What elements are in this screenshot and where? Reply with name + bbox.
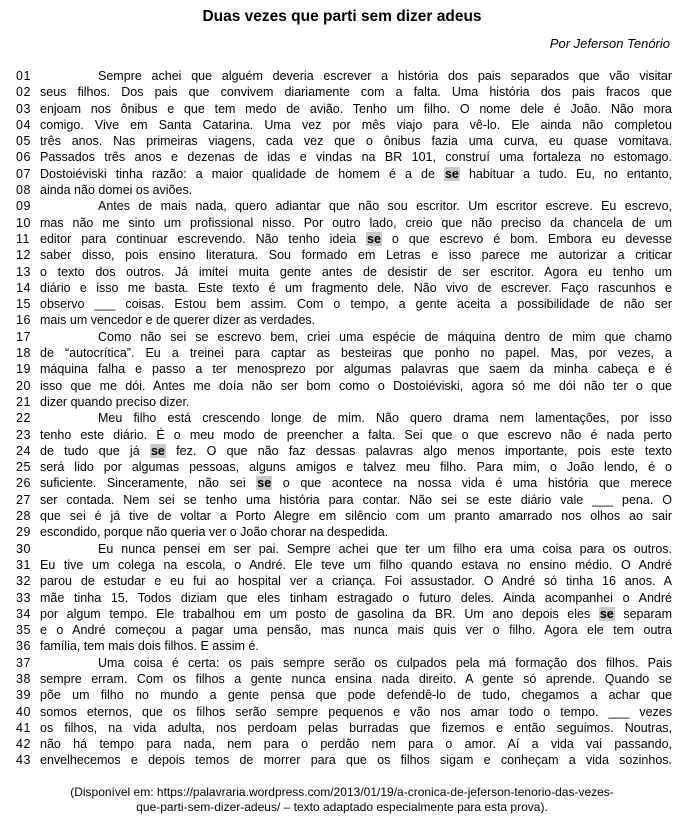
line-text: dizer quando preciso dizer. [40, 394, 190, 409]
line-text: enjoam nos ônibus e que tem medo de avião. Tenho um filho. O nome dele é João. Não mora [40, 101, 672, 116]
line-text: diário e isso me basta. Este texto é um fragmento dele. Não vivo de escrever. Faço rascunhos e [40, 280, 672, 295]
line-text: não há tempo para nada, nem para o perdão nem para o amor. Aí a vida vai passando, [40, 737, 672, 752]
line-number: 39 [16, 688, 31, 703]
text-line [0, 590, 684, 606]
line-text: observo ___ coisas. Estou bem assim. Com o tempo, a gente aceita a possibilidade de não ser [40, 297, 672, 312]
line-number: 10 [16, 215, 31, 230]
line-number: 22 [16, 411, 31, 426]
line-number: 05 [16, 134, 31, 149]
line-text: comigo. Vive em Santa Catarina. Uma vez por mês viajo para vê-lo. Ele ainda não completou [40, 117, 672, 132]
text-line [0, 166, 684, 182]
text-line [0, 508, 684, 524]
line-number: 28 [16, 509, 31, 524]
line-number: 02 [16, 85, 31, 100]
line-number: 35 [16, 623, 31, 638]
text-line [0, 296, 684, 312]
line-text: editor para continuar escrevendo. Não tenho ideia se o que escrevo é bom. Embora eu devesse [40, 231, 672, 246]
text-line [0, 638, 684, 654]
line-text: saber disso, pois ensino literatura. Sou formado em Letras e isso parece me autorizar a criticar [40, 248, 672, 263]
line-number: 27 [16, 492, 31, 507]
author-byline: Por Jeferson Tenório [549, 36, 670, 51]
line-text: Antes de mais nada, quero adiantar que não sou escritor. Um escritor escreve. Eu escrevo, [98, 199, 672, 214]
line-text: Sempre achei que alguém deveria escrever a história dos pais separados que vão visitar [98, 69, 672, 83]
line-text: Eu nunca pensei em ser pai. Sempre achei que ter um filho era uma coisa para os outros. [98, 541, 672, 556]
line-number: 29 [16, 525, 31, 540]
line-text: família, tem mais dois filhos. E assim é. [40, 639, 259, 654]
text-line [0, 720, 684, 736]
line-number: 06 [16, 150, 31, 165]
line-number: 40 [16, 704, 31, 719]
text-line [0, 606, 684, 622]
text-line [0, 475, 684, 491]
text-line [0, 68, 684, 84]
text-line [0, 117, 684, 133]
line-text: seus filhos. Dos pais que convivem diariamente com a falta. Uma história dos pais fracos que [40, 85, 672, 100]
line-number: 38 [16, 671, 31, 686]
line-number: 03 [16, 101, 31, 116]
text-line [0, 280, 684, 296]
line-number: 09 [16, 199, 31, 214]
line-number: 23 [16, 427, 31, 442]
line-number: 15 [16, 297, 31, 312]
text-line [0, 198, 684, 214]
text-line [0, 394, 684, 410]
line-number: 32 [16, 574, 31, 589]
line-text: de “autocrítica”. Eu a treinei para captar as besteiras que ponho no papel. Mas, por vezes, a [40, 346, 672, 361]
text-line [0, 410, 684, 426]
line-text: suficiente. Sinceramente, não sei se o que acontece na nossa vida é uma história que merece [40, 476, 672, 491]
text-line [0, 573, 684, 589]
line-text: de tudo que já se fez. O que não faz dessas palavras algo menos importante, pois este texto [40, 443, 672, 458]
text-line [0, 443, 684, 459]
text-line [0, 557, 684, 573]
line-number: 17 [16, 329, 31, 344]
text-line [0, 133, 684, 149]
line-text: Meu filho está crescendo longe de mim. Não quero drama nem lamentações, por isso [98, 411, 672, 426]
line-text: Como não sei se escrevo bem, criei uma espécie de máquina dentro de mim que chamo [98, 329, 672, 344]
text-line [0, 427, 684, 443]
page-title: Duas vezes que parti sem dizer adeus [202, 8, 482, 25]
line-text: tenho este diário. É o meu modo de preencher a falta. Sei que o que escrevo não é nada perto [40, 427, 672, 442]
line-number: 11 [16, 231, 30, 246]
text-line [0, 312, 684, 328]
line-number: 36 [16, 639, 31, 654]
line-text: mais um vencedor e de querer dizer as verdades. [40, 313, 316, 328]
line-number: 04 [16, 117, 31, 132]
line-number: 43 [16, 753, 31, 768]
line-number: 19 [16, 362, 31, 377]
line-text: será lido por algumas pessoas, alguns amigos e talvez meu filho. Para mim, o João lendo, é o [40, 460, 672, 475]
line-text: Dostoiéviski tinha razão: a maior qualidade de homem é a de se habituar a tudo. Eu, no entanto, [40, 166, 672, 181]
line-number: 26 [16, 476, 31, 491]
text-line [0, 671, 684, 687]
line-number: 12 [16, 248, 31, 263]
line-text: que sei é já tive de voltar a Porto Alegre em silêncio com um pranto amarrado nos olhos ao sair [40, 509, 672, 524]
text-line [0, 492, 684, 508]
source-line-1: (Disponível em: https://palavraria.wordpress.com/2013/01/19/a-cronica-de-jeferson-tenorio-das-vezes- [70, 784, 614, 799]
text-line [0, 622, 684, 638]
line-number: 33 [16, 590, 31, 605]
text-line [0, 149, 684, 165]
line-text: Eu tive um colega na escola, o André. Ele teve um filho quando estava no ensino médio. O André [40, 557, 672, 572]
text-line [0, 524, 684, 540]
highlighted-word-se: se [150, 443, 165, 458]
line-number: 21 [16, 394, 31, 409]
text-line [0, 378, 684, 394]
line-text: Uma coisa é certa: os pais sempre serão os culpados pela má formação dos filhos. Pais [98, 655, 672, 670]
line-number: 14 [16, 280, 31, 295]
line-number: 08 [16, 183, 31, 198]
highlighted-word-se: se [257, 476, 272, 491]
line-text: parou de estudar e eu fui ao hospital ver a criança. Foi assustador. O André só tinha 16 anos. A [40, 574, 672, 589]
text-line [0, 361, 684, 377]
text-line [0, 752, 684, 768]
highlighted-word-se: se [367, 231, 381, 246]
line-number: 20 [16, 378, 31, 393]
line-number: 37 [16, 655, 31, 670]
text-line [0, 247, 684, 263]
line-number: 18 [16, 346, 31, 361]
line-number: 34 [16, 606, 31, 621]
line-number: 25 [16, 460, 31, 475]
line-text: mas não me sinto um profissional nisso. Por outro lado, creio que não preciso da chancela de um [40, 215, 672, 230]
line-text: máquina falha e passo a ter menosprezo por algumas palavras que saem da minha cabeça e é [40, 362, 672, 377]
line-text: três anos. Nas primeiras viagens, cada vez que o ônibus fazia uma curva, eu quase vomitava. [40, 134, 672, 149]
line-number: 16 [16, 313, 31, 328]
line-number: 30 [16, 541, 31, 556]
text-line [0, 687, 684, 703]
text-line [0, 541, 684, 557]
line-text: envelhecemos e depois temos de morrer para que os filhos sigam e conheçam a vida sozinhos. [40, 753, 672, 768]
text-line [0, 215, 684, 231]
text-line [0, 459, 684, 475]
line-text: Passados três anos e dezenas de idas e vindas na BR 101, construí uma fortaleza no estomago. [40, 150, 672, 165]
text-line [0, 182, 684, 198]
text-body [0, 68, 684, 769]
line-text: o texto dos outros. Já imitei muita gente antes de desistir de ser escritor. Agora eu tenho um [40, 264, 672, 279]
source-line-2: que-parti-sem-dizer-adeus/ – texto adaptado especialmente para esta prova). [136, 800, 548, 815]
line-number: 42 [16, 737, 31, 752]
text-line [0, 704, 684, 720]
line-number: 41 [16, 720, 31, 735]
highlighted-word-se: se [444, 166, 459, 181]
line-text: e o André começou a pagar uma pensão, mas nunca mais quis ver o filho. Agora ele tem outra [40, 623, 672, 638]
line-text: ainda não domei os aviões. [40, 183, 193, 198]
line-text: isso que me dói. Antes me doía não ser bom como o Dostoiéviski, agora só me dói não ter o que [40, 378, 672, 393]
line-text: põe um filho no mundo a gente pensa que pode defendê-lo de tudo, chegamos a achar que [40, 688, 672, 703]
line-text: os filhos, na vida adulta, nos perdoam pelas burradas que fizemos e então seguimos. Noutras, [40, 720, 672, 735]
text-line [0, 736, 684, 752]
text-line [0, 345, 684, 361]
line-text: somos eternos, que os filhos serão sempre pequenos e vão nos amar todo o tempo. ___ vezes [40, 704, 672, 719]
line-text: ser contada. Nem sei se tenho uma história para contar. Não sei se este diário vale ___ pena. O [40, 492, 672, 507]
line-text: por algum tempo. Ele trabalhou em um posto de gasolina da BR. Um ano depois eles se separam [40, 606, 672, 621]
line-number: 24 [16, 443, 31, 458]
highlighted-word-se: se [599, 606, 614, 621]
line-number: 13 [16, 264, 31, 279]
text-line [0, 264, 684, 280]
text-line [0, 655, 684, 671]
line-number: 01 [16, 69, 31, 83]
line-number: 31 [16, 557, 31, 572]
line-number: 07 [16, 166, 31, 181]
text-line [0, 84, 684, 100]
line-text: mãe tinha 15. Todos diziam que eles tinham estragado o futuro deles. Ainda acompanhei o André [40, 590, 672, 605]
text-line [0, 329, 684, 345]
source-citation [0, 785, 684, 816]
line-text: escondido, porque não queria ver o João chorar na despedida. [40, 525, 389, 540]
line-text: sempre erram. Com os filhos a gente nunca ensina nada direito. A gente só aprende. Quando se [40, 671, 672, 686]
text-line [0, 101, 684, 117]
text-line [0, 231, 684, 247]
